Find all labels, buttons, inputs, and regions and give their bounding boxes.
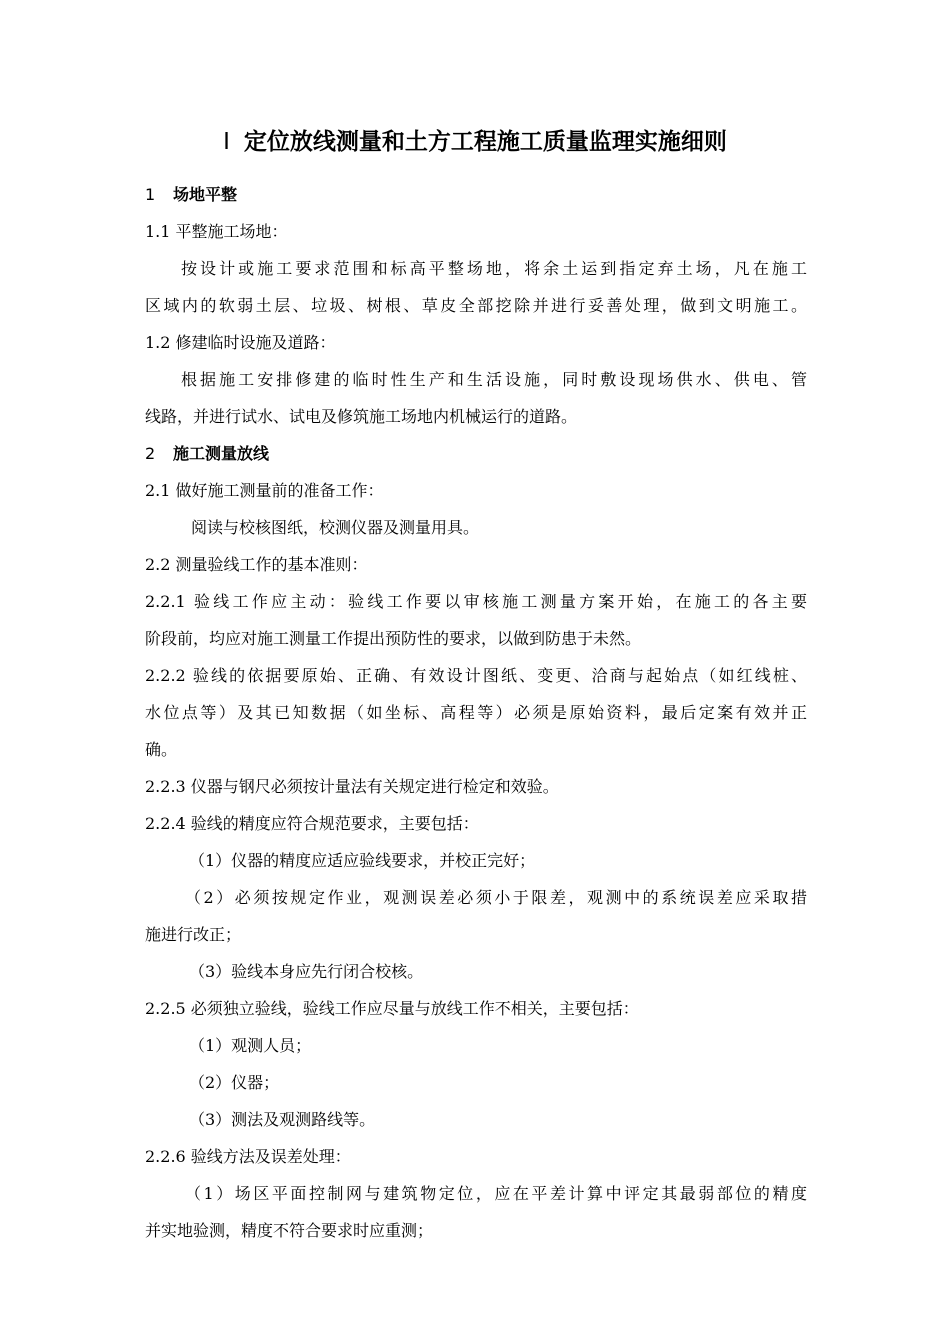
title-number: Ⅰ (223, 129, 230, 155)
paragraph-line: 2.2.6 验线方法及误差处理： (145, 1147, 351, 1166)
paragraph-line: 2.2.1 验线工作应主动：验线工作要以审核施工测量方案开始，在施工的各主要 (145, 592, 807, 611)
list-item: （2）仪器； (189, 1073, 280, 1092)
section-number: 1 (145, 185, 156, 204)
title-text: 定位放线测量和土方工程施工质量监理实施细则 (243, 129, 727, 155)
list-item: （3）测法及观测路线等。 (189, 1110, 376, 1129)
list-item: （3）验线本身应先行闭合校核。 (189, 962, 424, 981)
list-item: （1）场区平面控制网与建筑物定位，应在平差计算中评定其最弱部位的精度 (185, 1184, 807, 1203)
paragraph-line: 水位点等）及其已知数据（如坐标、高程等）必须是原始资料，最后定案有效并正 (145, 703, 807, 722)
paragraph-line: 按设计或施工要求范围和标高平整场地，将余土运到指定弃土场，凡在施工 (181, 259, 807, 278)
subsection-heading: 2.1 做好施工测量前的准备工作： (145, 481, 384, 500)
list-item: （1）观测人员； (189, 1036, 312, 1055)
document-body (145, 176, 807, 1249)
paragraph-line: 2.2.4 验线的精度应符合规范要求，主要包括： (145, 814, 479, 833)
paragraph-line: 阶段前，均应对施工测量工作提出预防性的要求，以做到防患于未然。 (145, 629, 642, 648)
paragraph-line: 确。 (145, 740, 178, 759)
paragraph-line: 施进行改正； (145, 925, 242, 944)
paragraph-line: 并实地验测，精度不符合要求时应重测； (145, 1221, 434, 1240)
subsection-heading: 1.2 修建临时设施及道路： (145, 333, 336, 352)
paragraph-line: 2.2.2 验线的依据要原始、正确、有效设计图纸、变更、洽商与起始点（如红线桩、 (145, 666, 807, 685)
paragraph-line: 根据施工安排修建的临时性生产和生活设施，同时敷设现场供水、供电、管 (181, 370, 807, 389)
paragraph-line: 2.2.5 必须独立验线，验线工作应尽量与放线工作不相关，主要包括： (145, 999, 639, 1018)
paragraph-line: 线路，并进行试水、试电及修筑施工场地内机械运行的道路。 (145, 407, 578, 426)
list-item: （1）仪器的精度应适应验线要求，并校正完好； (189, 851, 536, 870)
paragraph-line: 2.2.3 仪器与钢尺必须按计量法有关规定进行检定和效验。 (145, 777, 559, 796)
section-heading-2 (145, 435, 807, 472)
section-number: 2 (145, 444, 156, 463)
paragraph-line: 阅读与校核图纸，校测仪器及测量用具。 (191, 518, 480, 537)
list-item: （2）必须按规定作业，观测误差必须小于限差，观测中的系统误差应采取措 (185, 888, 807, 907)
document-title (0, 124, 950, 160)
section-heading-1 (145, 176, 807, 213)
section-title: 场地平整 (173, 185, 238, 204)
section-title: 施工测量放线 (173, 444, 270, 463)
paragraph-line: 区域内的软弱土层、垃圾、树根、草皮全部挖除并进行妥善处理，做到文明施工。 (145, 296, 807, 315)
subsection-heading: 2.2 测量验线工作的基本准则： (145, 555, 368, 574)
subsection-heading: 1.1 平整施工场地： (145, 222, 288, 241)
